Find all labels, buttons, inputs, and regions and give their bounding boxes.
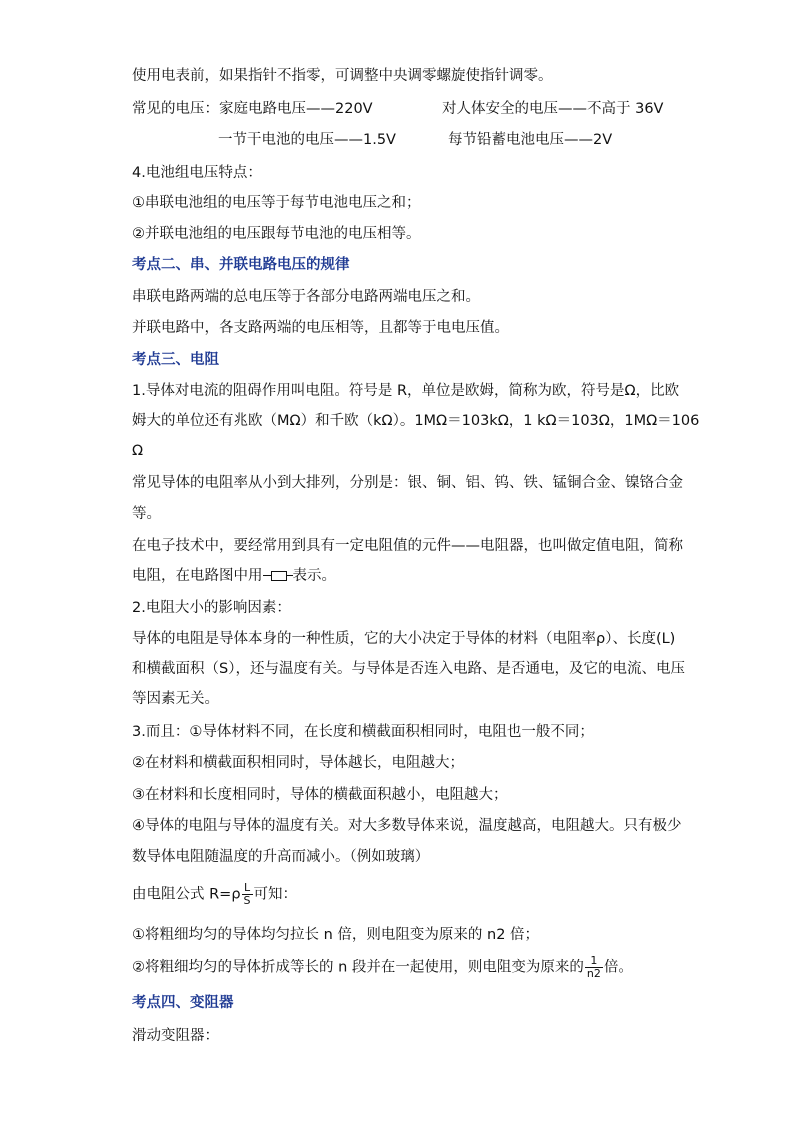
common-voltage-household: 常见的电压：家庭电路电压——220V bbox=[132, 101, 373, 117]
fold-rule-fraction bbox=[585, 955, 603, 980]
resistor-symbol-text-after: 表示。 bbox=[292, 568, 336, 584]
paragraph-zero-adjust: 使用电表前，如果指针不指零，可调整中央调零螺旋使指针调零。 bbox=[132, 68, 553, 84]
common-voltage-lead-acid: 每节铅蓄电池电压——2V bbox=[448, 132, 613, 148]
stretch-rule: ①将粗细均匀的导体均匀拉长 n 倍，则电阻变为原来的 n2 倍； bbox=[132, 927, 540, 943]
section-heading-4: 考点四、变阻器 bbox=[132, 995, 234, 1011]
resistor-intro: 在电子技术中，要经常用到具有一定电阻值的元件——电阻器，也叫做定值电阻，简称 bbox=[132, 538, 683, 554]
temperature-rule: ④导体的电阻与导体的温度有关。对大多数导体来说，温度越高，电阻越大。只有极少 bbox=[132, 818, 682, 834]
resistance-units-cont: Ω bbox=[132, 443, 144, 459]
factors-line-1: 导体的电阻是导体本身的一种性质，它的大小决定于导体的材料（电阻率ρ）、长度(L) bbox=[132, 631, 676, 647]
section-heading-2: 考点二、串、并联电路电压的规律 bbox=[132, 257, 350, 273]
resistivity-order-cont: 等。 bbox=[132, 506, 161, 522]
factors-title: 2.电阻大小的影响因素： bbox=[132, 600, 291, 616]
resistance-definition: 1.导体对电流的阻碍作用叫电阻。符号是 R，单位是欧姆，简称为欧，符号是Ω，比欧 bbox=[132, 383, 680, 399]
resistance-units: 姆大的单位还有兆欧（MΩ）和千欧（kΩ）。1MΩ＝103kΩ，1 kΩ＝103Ω，1MΩ＝106 bbox=[132, 413, 700, 429]
resistor-symbol-line bbox=[132, 566, 336, 586]
section-heading-3: 考点三、电阻 bbox=[132, 352, 219, 368]
parallel-voltage-rule: 并联电路中，各支路两端的电压相等，且都等于电电压值。 bbox=[132, 320, 509, 336]
temperature-rule-cont: 数导体电阻随温度的升高而减小。（例如玻璃） bbox=[132, 849, 430, 865]
fold-rule-numerator: 1 bbox=[585, 955, 603, 968]
fold-rule-denominator: n2 bbox=[586, 967, 601, 980]
resistor-symbol-text-before: 电阻，在电路图中用 bbox=[132, 568, 263, 584]
formula-numerator: L bbox=[242, 882, 253, 895]
resistivity-order: 常见导体的电阻率从小到大排列，分别是：银、铜、铝、钨、铁、锰铜合金、镍铬合金 bbox=[132, 475, 683, 491]
formula-suffix: 可知： bbox=[253, 886, 298, 903]
resistance-formula bbox=[132, 882, 297, 907]
battery-series-rule: ①串联电池组的电压等于每节电池电压之和； bbox=[132, 195, 421, 211]
material-rule: 3.而且：①导体材料不同，在长度和横截面积相同时，电阻也一般不同； bbox=[132, 724, 594, 740]
fold-rule-suffix: 倍。 bbox=[603, 959, 633, 976]
factors-line-3: 等因素无关。 bbox=[132, 691, 219, 707]
rheostat-title: 滑动变阻器： bbox=[132, 1028, 219, 1044]
formula-denominator: S bbox=[243, 894, 251, 907]
area-rule: ③在材料和长度相同时，导体的横截面积越小，电阻越大； bbox=[132, 787, 508, 803]
battery-pack-title: 4.电池组电压特点： bbox=[132, 165, 262, 181]
factors-line-2: 和横截面积（S），还与温度有关。与导体是否连入电路、是否通电，及它的电流、电压 bbox=[132, 661, 685, 677]
series-voltage-rule: 串联电路两端的总电压等于各部分电路两端电压之和。 bbox=[132, 289, 480, 305]
fold-rule bbox=[132, 955, 633, 980]
formula-prefix: 由电阻公式 R=ρ bbox=[132, 886, 241, 903]
resistor-symbol-icon bbox=[263, 571, 293, 581]
formula-fraction bbox=[242, 882, 253, 907]
common-voltage-dry-cell: 一节干电池的电压——1.5V bbox=[218, 132, 396, 148]
common-voltage-safe: 对人体安全的电压——不高于 36V bbox=[442, 101, 664, 117]
battery-parallel-rule: ②并联电池组的电压跟每节电池的电压相等。 bbox=[132, 226, 421, 242]
fold-rule-text: ②将粗细均匀的导体折成等长的 n 段并在一起使用，则电阻变为原来的 bbox=[132, 959, 584, 976]
length-rule: ②在材料和横截面积相同时，导体越长，电阻越大； bbox=[132, 755, 464, 771]
